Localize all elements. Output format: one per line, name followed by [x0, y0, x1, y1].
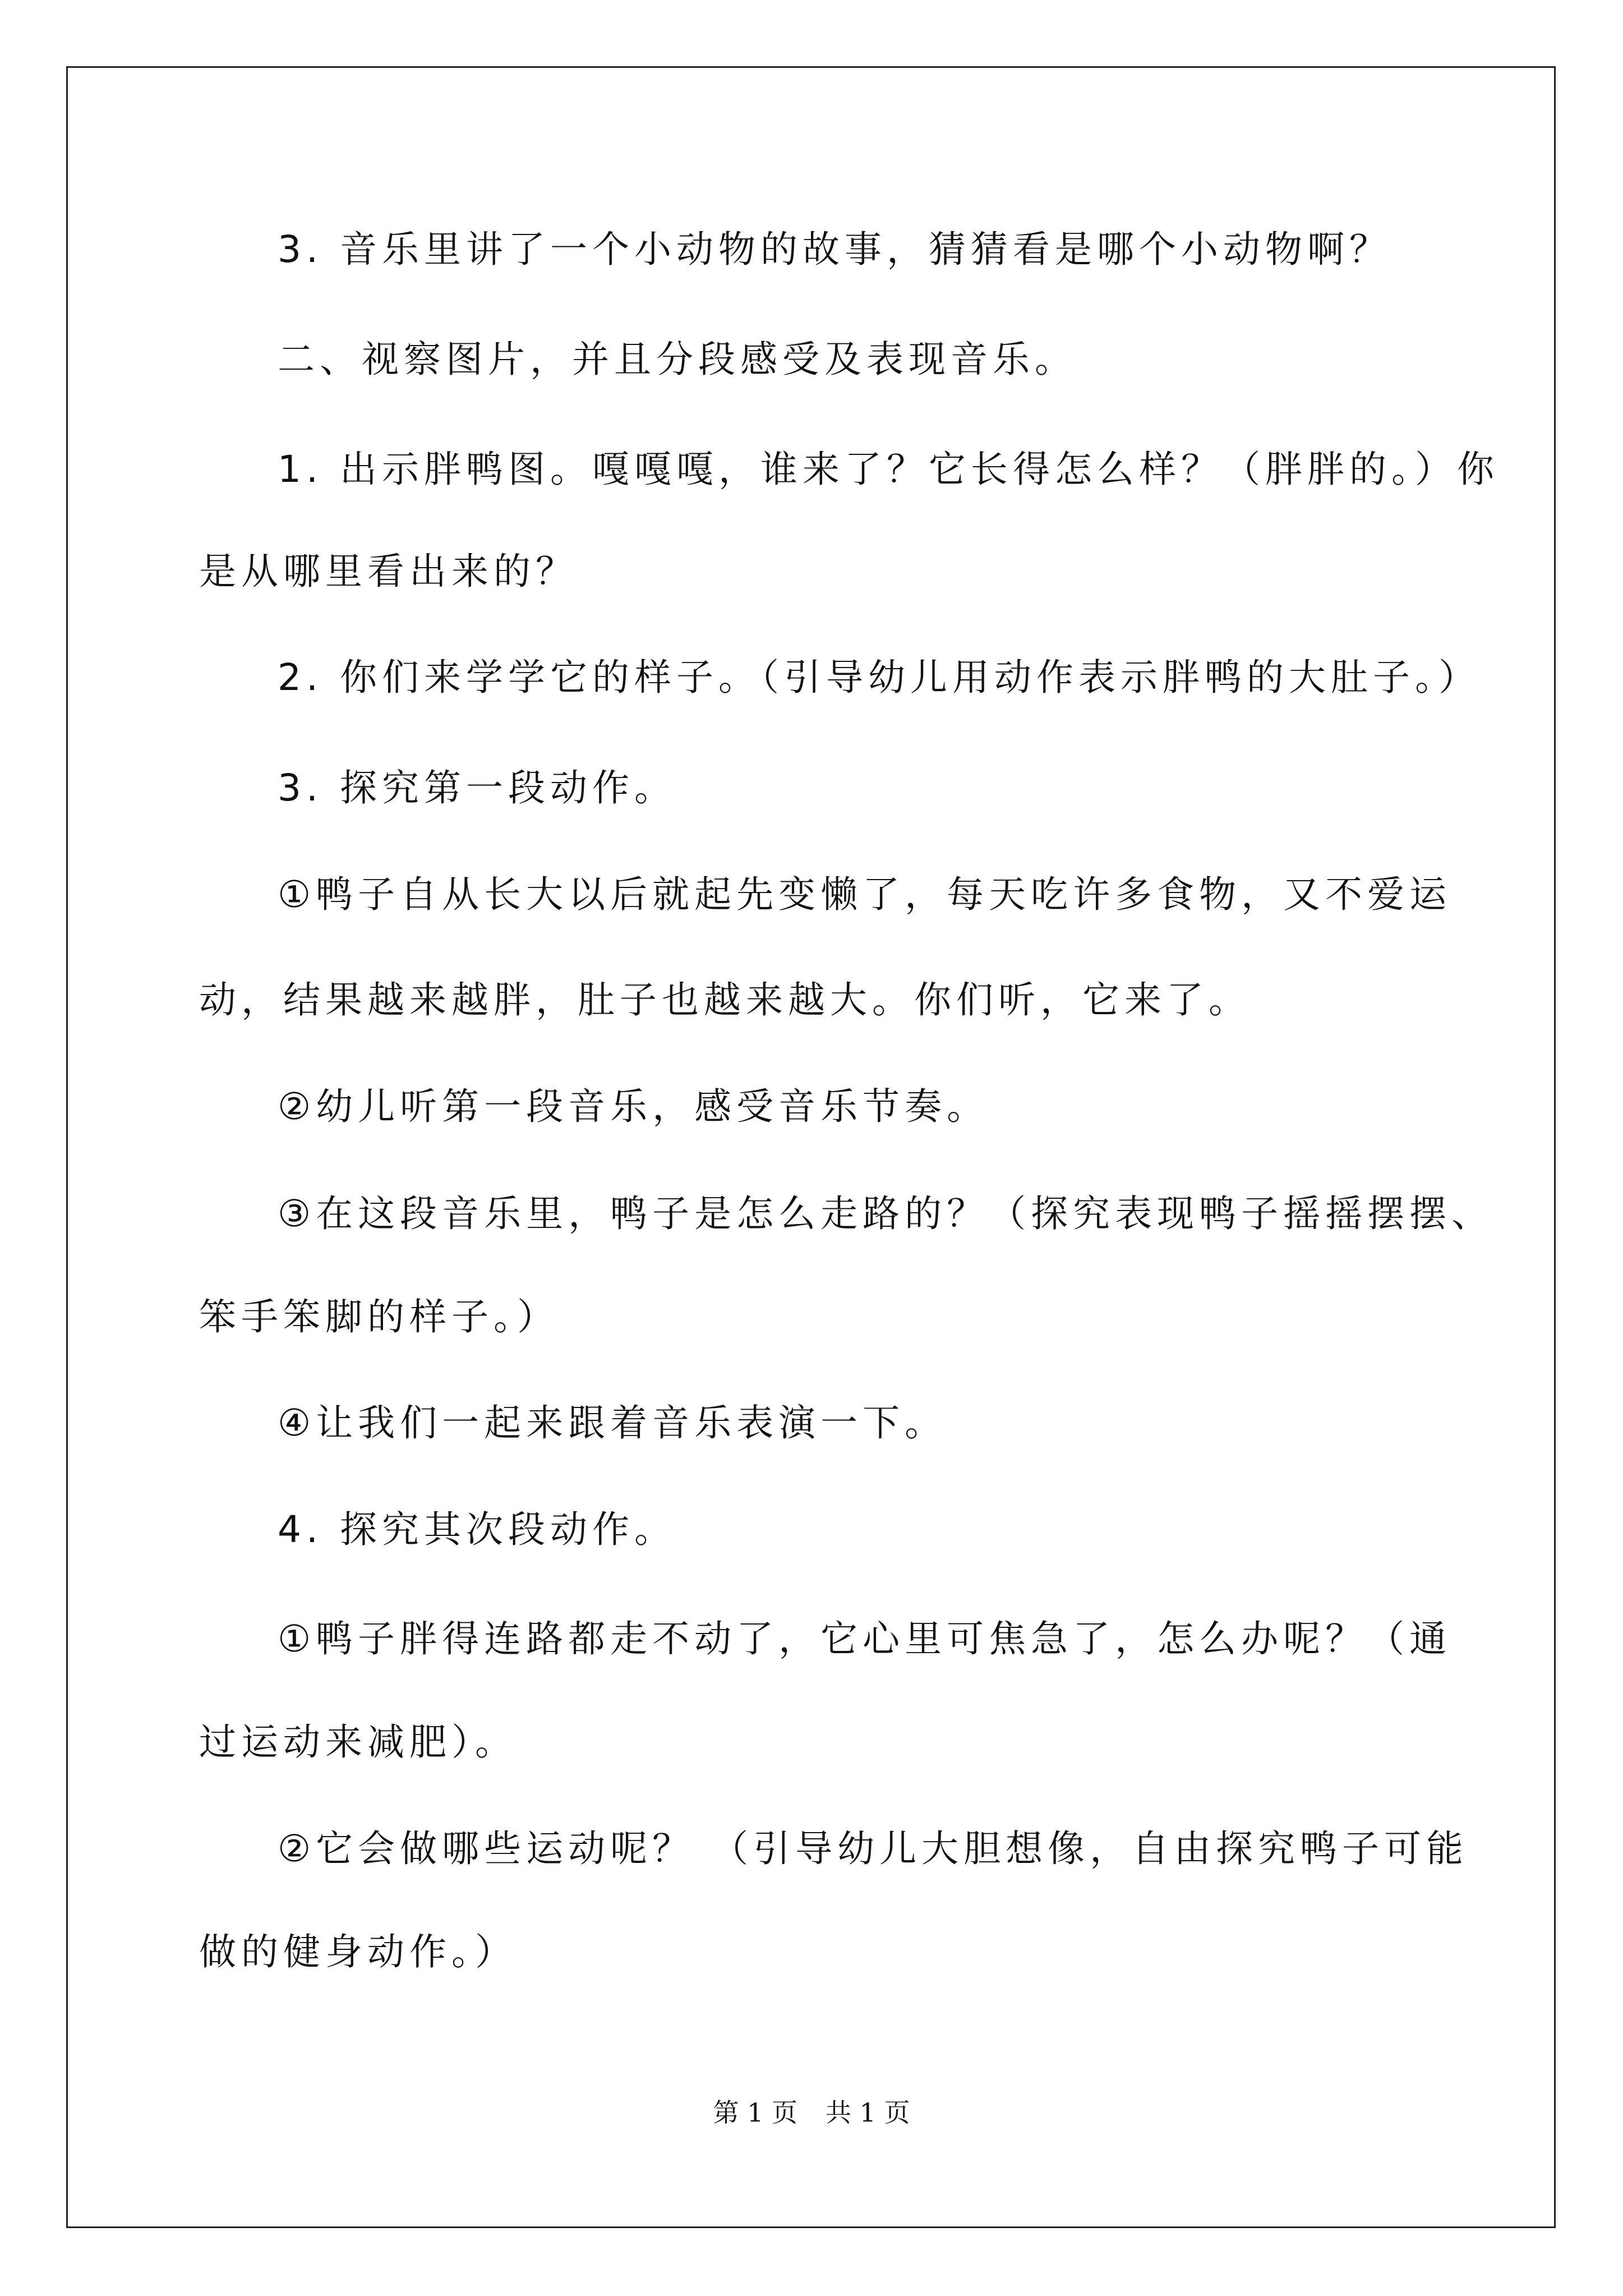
paragraph-line: ①鸭子自从长大以后就起先变懒了，每天吃许多食物，又不爱运: [278, 873, 1452, 916]
page-border: [66, 66, 1556, 2228]
paragraph-line: 笨手笨脚的样子。）: [199, 1295, 559, 1338]
paragraph-line: 1. 出示胖鸭图。嘎嘎嘎，谁来了？它长得怎么样？（胖胖的。）你: [278, 448, 1499, 491]
page-total: 共 1 页: [826, 2097, 910, 2128]
paragraph-line: 是从哪里看出来的？: [199, 550, 578, 593]
paragraph-line: 4. 探究其次段动作。: [278, 1508, 676, 1551]
page-footer: [0, 2092, 1623, 2129]
paragraph-line: 做的健身动作。）: [199, 1930, 517, 1973]
paragraph-line: 3. 音乐里讲了一个小动物的故事，猜猜看是哪个小动物啊？: [278, 228, 1391, 271]
page-number: 第 1 页: [713, 2097, 797, 2128]
paragraph-line: 3. 探究第一段动作。: [278, 766, 676, 809]
paragraph-line: ②它会做哪些运动呢？ （引导幼儿大胆想像，自由探究鸭子可能: [278, 1827, 1469, 1870]
section-heading: 二、视察图片，并且分段感受及表现音乐。: [278, 338, 1077, 381]
paragraph-line: 2. 你们来学学它的样子。（引导幼儿用动作表示胖鸭的大肚子。）: [278, 656, 1481, 699]
paragraph-line: ③在这段音乐里，鸭子是怎么走路的？（探究表现鸭子摇摇摆摆、: [278, 1192, 1494, 1235]
paragraph-line: 过运动来减肥）。: [199, 1720, 517, 1764]
paragraph-line: ①鸭子胖得连路都走不动了，它心里可焦急了，怎么办呢？（通: [278, 1617, 1452, 1660]
paragraph-line: 动，结果越来越胖，肚子也越来越大。你们听，它来了。: [199, 978, 1251, 1022]
paragraph-line: ④让我们一起来跟着音乐表演一下。: [278, 1401, 947, 1444]
paragraph-line: ②幼儿听第一段音乐，感受音乐节奏。: [278, 1085, 989, 1128]
